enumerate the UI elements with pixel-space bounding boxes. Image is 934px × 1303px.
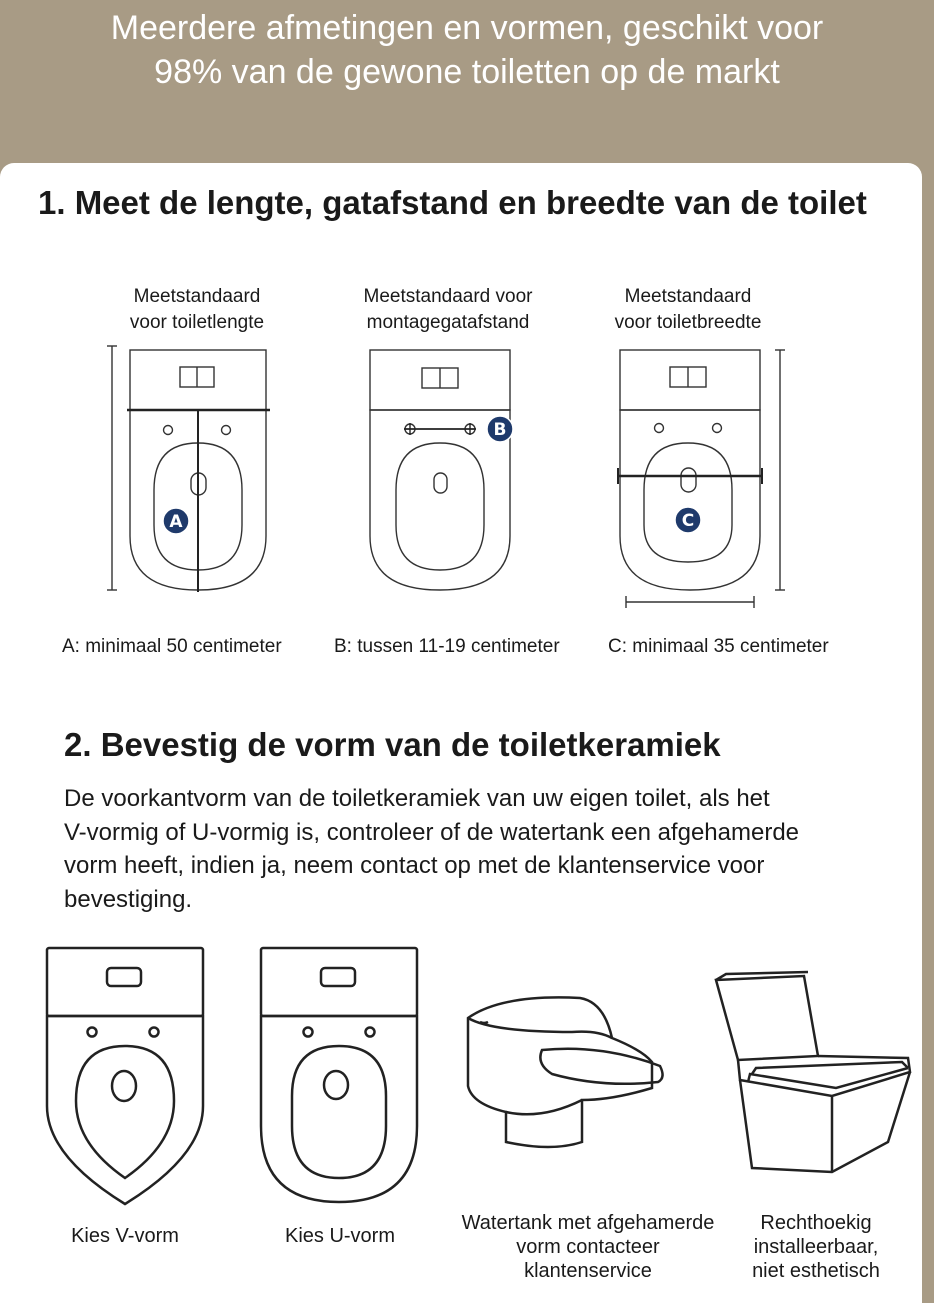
caption-length-line1: Meetstandaard — [133, 286, 261, 307]
paragraph-line-1: De voorkantvorm van de toiletkeramiek van uw eigen toilet, als het — [64, 785, 770, 812]
banner-title — [0, 6, 934, 94]
caption-width — [588, 284, 788, 336]
caption-width-line1: Meetstandaard — [624, 286, 752, 307]
toilet-length-diagram — [100, 340, 280, 600]
label-rounded-tank — [440, 1211, 736, 1283]
label-rectangular — [740, 1211, 892, 1283]
paragraph-line-4: bevestiging. — [64, 885, 193, 913]
toilet-v-shape-illustration — [44, 946, 206, 1210]
banner-line-1: Meerdere afmetingen en vormen, geschikt voor — [110, 9, 824, 47]
toilet-width-diagram — [610, 340, 790, 610]
caption-length-line2: voor toiletlengte — [129, 312, 265, 333]
toilet-rounded-tank-illustration — [462, 992, 672, 1162]
badge-a: A — [169, 512, 183, 532]
banner-line-2: 98% van de gewone toiletten op de markt — [154, 53, 780, 91]
paragraph-line-2: V-vormig of U-vormig is, controleer of de watertank een afgehamerde — [64, 818, 800, 846]
label-rect-line2: installeerbaar, — [753, 1236, 879, 1258]
measurement-b: B: tussen 11-19 centimeter — [334, 636, 560, 657]
label-rect-line1: Rechthoekig — [760, 1212, 872, 1234]
label-v-shape: Kies V-vorm — [71, 1225, 179, 1247]
label-rounded-line3: klantenservice — [524, 1260, 652, 1282]
section2-title: 2. Bevestig de vorm van de toiletkeramiek — [64, 726, 721, 763]
toilet-rectangular-illustration — [712, 972, 918, 1176]
toilet-hole-distance-diagram — [360, 340, 540, 600]
badge-c: C — [681, 511, 695, 531]
label-u-shape: Kies U-vorm — [284, 1225, 395, 1247]
caption-hole-line1: Meetstandaard voor — [363, 286, 533, 307]
caption-length — [97, 284, 297, 336]
caption-hole-line2: montagegatafstand — [366, 312, 530, 333]
measurement-a: A: minimaal 50 centimeter — [62, 636, 282, 657]
label-rounded-line2: vorm contacteer — [516, 1236, 660, 1258]
toilet-u-shape-illustration — [258, 946, 420, 1210]
measurement-c: C: minimaal 35 centimeter — [608, 636, 829, 657]
section1-title: 1. Meet de lengte, gatafstand en breedte van de toilet — [38, 184, 867, 221]
badge-b: B — [493, 420, 507, 440]
caption-width-line2: voor toiletbreedte — [614, 312, 762, 333]
label-rounded-line1: Watertank met afgehamerde — [461, 1212, 715, 1234]
section2-paragraph — [64, 782, 914, 916]
paragraph-line-3: vorm heeft, indien ja, neem contact op met de klantenservice voor — [64, 852, 765, 879]
label-rect-line3: niet esthetisch — [752, 1260, 880, 1282]
caption-hole-distance — [338, 284, 558, 336]
